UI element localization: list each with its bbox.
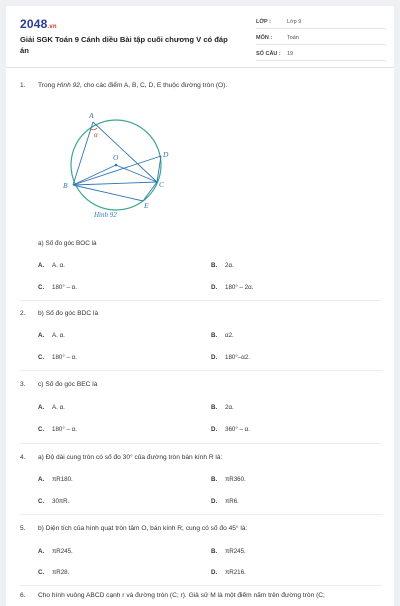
option-letter: C. [38, 354, 45, 361]
option-letter: A. [38, 332, 45, 339]
option-text: 180° – 2α. [225, 284, 254, 291]
option-letter: B. [211, 332, 218, 339]
meta-value: Lớp 9 [287, 19, 302, 25]
answer-option-b[interactable] [211, 262, 234, 269]
option-text: πR180. [52, 476, 73, 483]
option-text: A. α. [52, 404, 65, 411]
answer-option-b[interactable] [211, 476, 246, 483]
option-letter: A. [38, 548, 45, 555]
answer-option-d[interactable] [211, 354, 250, 361]
point-label-e: E [144, 201, 149, 210]
point-label-b: B [63, 181, 68, 190]
option-text: A. α. [52, 262, 65, 269]
option-text: 360° – α. [225, 426, 250, 433]
option-text: πR245. [225, 548, 246, 555]
answer-option-c[interactable] [38, 284, 77, 291]
option-text: πR28. [52, 569, 70, 576]
logo-suffix: .vn [47, 24, 57, 30]
option-text: 2α. [225, 404, 234, 411]
point-label-a: A [89, 111, 94, 120]
option-letter: B. [211, 262, 218, 269]
meta-subject [256, 32, 386, 45]
option-letter: C. [38, 284, 45, 291]
question-number: 3. [20, 381, 26, 388]
meta-key: SỐ CÂU : [256, 51, 281, 57]
question-number: 5. [20, 525, 26, 532]
meta-grade [256, 16, 386, 29]
option-letter: D. [211, 498, 218, 505]
option-letter: B. [211, 404, 218, 411]
point-label-o: O [113, 153, 119, 162]
answer-option-c[interactable] [38, 426, 77, 433]
answer-option-d[interactable] [211, 284, 253, 291]
question-number: 6. [20, 592, 26, 599]
question-text: b) Diện tích của hình quạt tròn tâm O, bán kính R, cung có số đo 45° là: [38, 525, 248, 532]
meta-key: MÔN : [256, 35, 273, 41]
option-letter: D. [211, 284, 218, 291]
answer-option-d[interactable] [211, 498, 239, 505]
option-text: α2. [225, 332, 234, 339]
answer-option-a[interactable] [38, 476, 73, 483]
option-text: 2α. [225, 262, 234, 269]
point-label-d: D [163, 150, 169, 159]
question-2 [20, 310, 98, 317]
option-letter: C. [38, 569, 45, 576]
option-text: πR245. [52, 548, 73, 555]
question-divider [20, 370, 382, 371]
question-divider [20, 300, 382, 301]
option-letter: D. [211, 354, 218, 361]
option-text: πR360. [225, 476, 246, 483]
question-divider [20, 443, 382, 444]
option-text: 30πR. [52, 498, 70, 505]
answer-option-c[interactable] [38, 498, 69, 505]
question-divider [20, 514, 382, 515]
option-text: 180°–α2. [225, 354, 250, 361]
answer-option-c[interactable] [38, 354, 77, 361]
document-page [6, 6, 394, 606]
question-number: 2. [20, 310, 26, 317]
answer-option-d[interactable] [211, 569, 246, 576]
question-text: c) Số đo góc BEC là [38, 381, 98, 388]
question-number: 1. [20, 82, 26, 89]
option-text: 180° – α. [52, 284, 77, 291]
meta-question-count [256, 48, 386, 61]
question-divider [20, 585, 382, 586]
option-text: A. α. [52, 332, 65, 339]
figure-reference: Hình 92 [56, 82, 80, 89]
question-number: 4. [20, 454, 26, 461]
document-header [6, 6, 394, 68]
page-title: Giải SGK Toán 9 Cánh diều Bài tập cuối chương V có đáp án [20, 35, 228, 55]
option-letter: D. [211, 426, 218, 433]
logo-text: 2048 [20, 17, 48, 31]
answer-option-a[interactable] [38, 404, 65, 411]
option-letter: A. [38, 476, 45, 483]
angle-label-alpha: α [94, 131, 98, 139]
question-text: , cho các điểm A, B, C, D, E thuộc đường tròn (O). [79, 82, 228, 89]
meta-value: Toán [287, 35, 299, 41]
meta-value: 19 [287, 51, 294, 57]
option-text: 180° – α. [52, 354, 77, 361]
answer-option-a[interactable] [38, 262, 65, 269]
point-label-c: C [159, 180, 165, 189]
option-letter: A. [38, 262, 45, 269]
option-letter: C. [38, 426, 45, 433]
question-5 [20, 525, 247, 532]
option-text: 180° – α. [52, 426, 77, 433]
answer-option-a[interactable] [38, 332, 65, 339]
option-letter: B. [211, 548, 218, 555]
question-4 [20, 454, 222, 461]
answer-option-b[interactable] [211, 332, 234, 339]
answer-option-b[interactable] [211, 404, 234, 411]
question-3 [20, 381, 97, 388]
question-text: b) Số đo góc BDC là [38, 310, 99, 317]
site-logo[interactable] [20, 17, 57, 31]
geometry-figure [58, 106, 176, 224]
option-text: πR216. [225, 569, 246, 576]
question-text: a) Độ dài cung tròn có số đo 30° của đường tròn bán kính R là: [38, 454, 223, 461]
option-letter: C. [38, 498, 45, 505]
answer-option-d[interactable] [211, 426, 250, 433]
option-text: πR6. [225, 498, 239, 505]
answer-option-a[interactable] [38, 548, 73, 555]
meta-key: LỚP : [256, 19, 271, 25]
question-sub-text: a) Số đo góc BOC là [38, 240, 97, 247]
question-1 [20, 82, 227, 89]
option-letter: A. [38, 404, 45, 411]
answer-option-b[interactable] [211, 548, 246, 555]
option-letter: B. [211, 476, 218, 483]
question-text: Cho hình vuông ABCD cạnh r và đường tròn (C; r). Giả sử M là một điểm nằm trên đường tròn (C; [38, 592, 325, 599]
question-6 [20, 592, 394, 599]
figure-caption: Hình 92 [94, 211, 117, 219]
question-text: Trong [38, 82, 57, 89]
answer-option-c[interactable] [38, 569, 69, 576]
option-letter: D. [211, 569, 218, 576]
